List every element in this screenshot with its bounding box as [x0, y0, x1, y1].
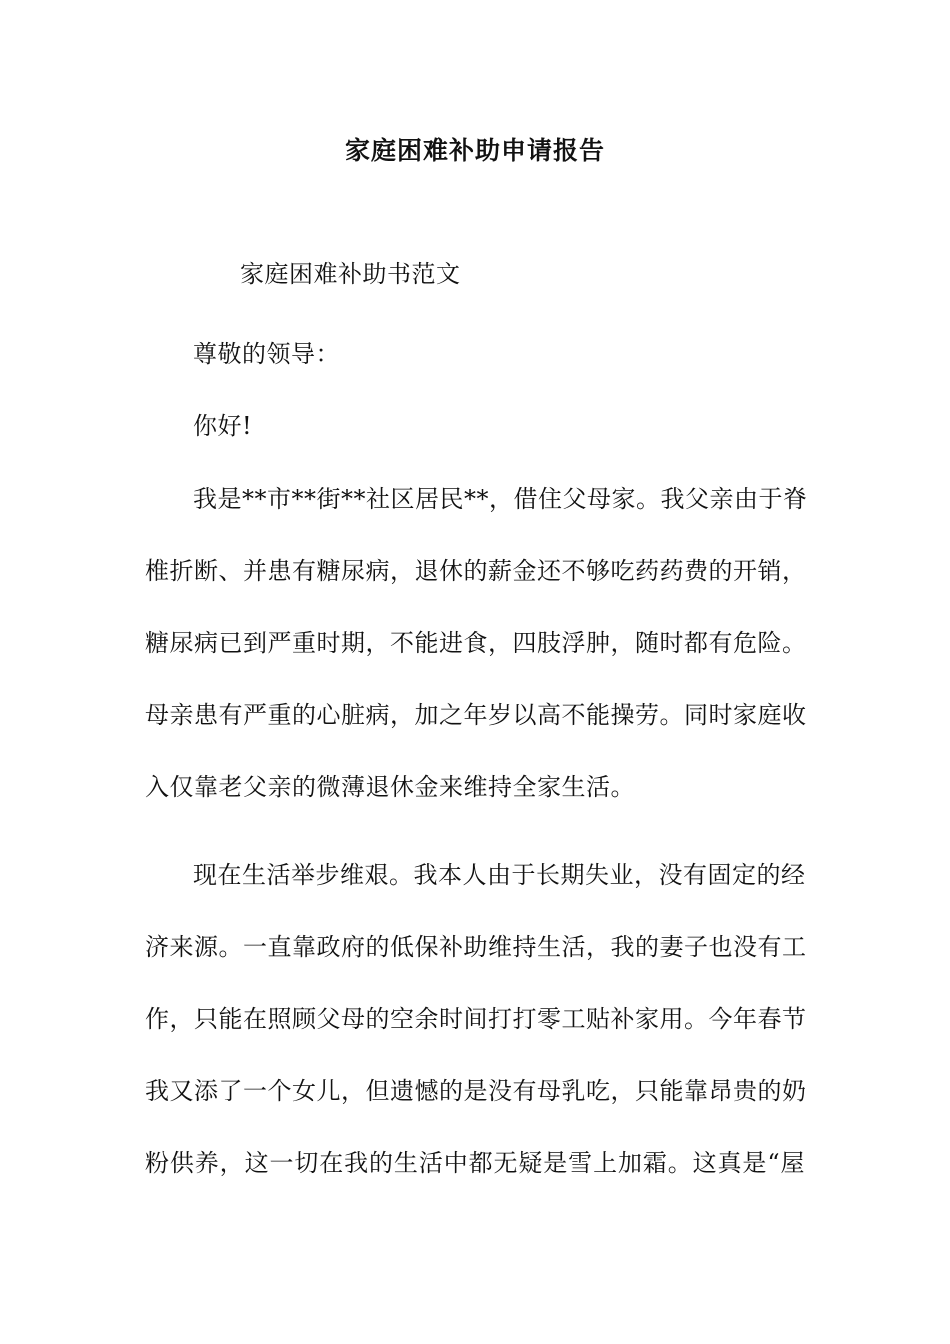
- salutation: 尊敬的领导：: [193, 340, 340, 368]
- paragraph1-line: 糖尿病已到严重时期，不能进食，四肢浮肿，随时都有危险。: [145, 629, 807, 657]
- paragraph2-line: 我又添了一个女儿，但遗憾的是没有母乳吃，只能靠昂贵的奶: [145, 1077, 807, 1105]
- document-title: 家庭困难补助申请报告: [344, 136, 605, 165]
- greeting: 你好!: [193, 412, 253, 440]
- paragraph1-line: 椎折断、并患有糖尿病，退休的薪金还不够吃药药费的开销，: [145, 557, 807, 585]
- paragraph2-line: 济来源。一直靠政府的低保补助维持生活，我的妻子也没有工: [145, 933, 807, 961]
- paragraph1-line: 我是**市**街**社区居民**，借住父母家。我父亲由于脊: [193, 485, 808, 513]
- paragraph2-line: 作，只能在照顾父母的空余时间打打零工贴补家用。今年春节: [145, 1005, 807, 1033]
- paragraph2-line: 粉供养，这一切在我的生活中都无疑是雪上加霜。这真是“屋: [145, 1149, 805, 1177]
- document-subtitle: 家庭困难补助书范文: [240, 260, 461, 288]
- paragraph2-line: 现在生活举步维艰。我本人由于长期失业，没有固定的经: [193, 861, 806, 889]
- paragraph1-line: 母亲患有严重的心脏病，加之年岁以高不能操劳。同时家庭收: [145, 701, 807, 729]
- paragraph1-line: 入仅靠老父亲的微薄退休金来维持全家生活。: [145, 773, 635, 801]
